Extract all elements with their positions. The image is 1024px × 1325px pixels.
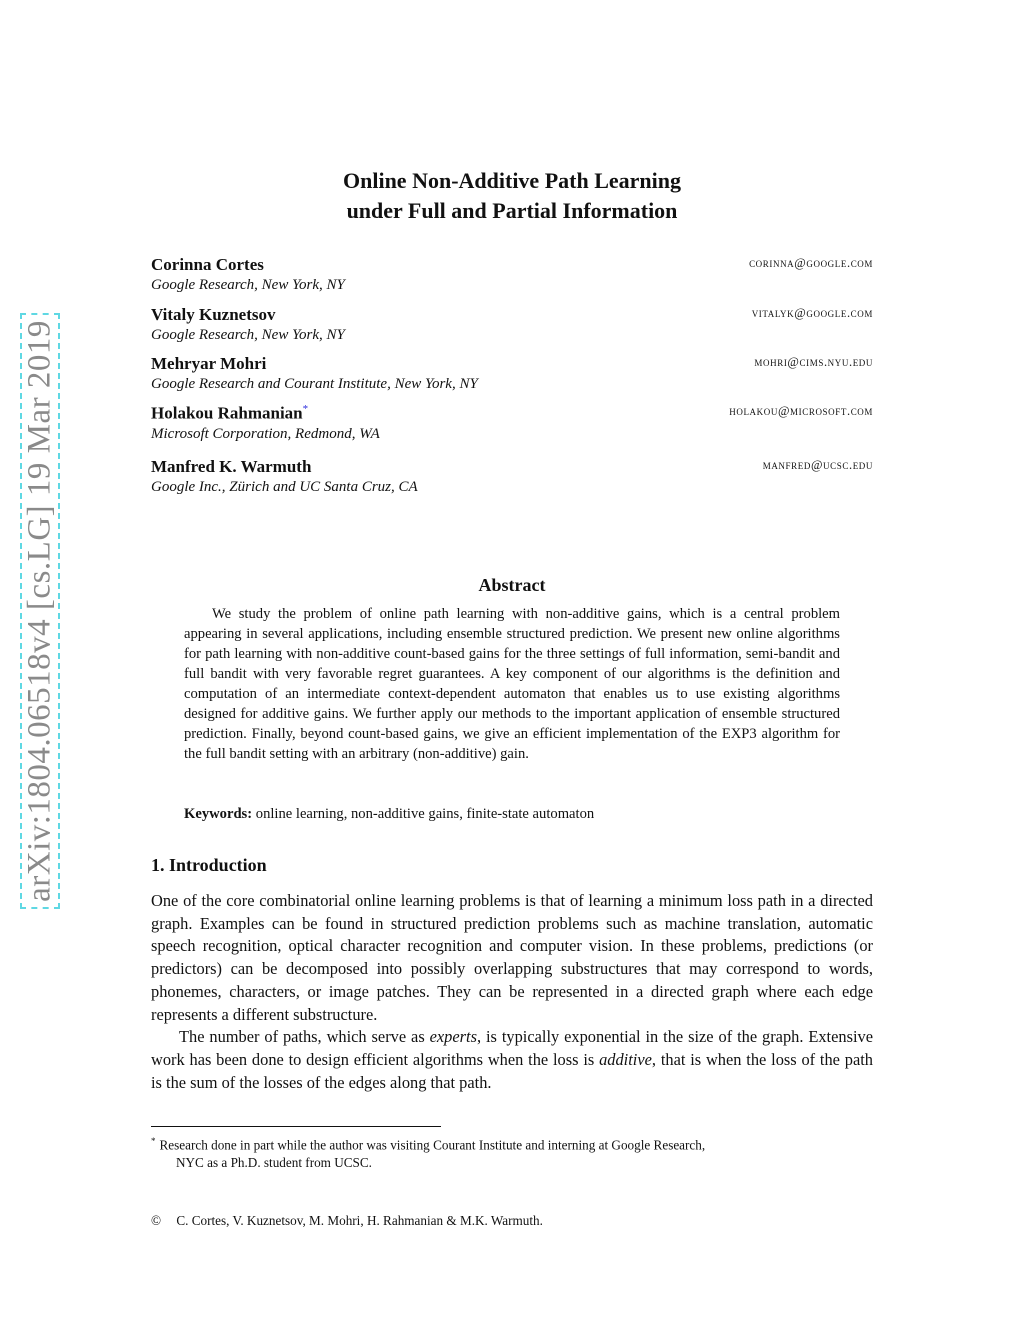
paper-title <box>150 166 874 226</box>
author-block <box>151 354 873 393</box>
introduction-body <box>151 890 873 1094</box>
author-affiliation: Google Research, New York, NY <box>151 327 345 343</box>
author-email: mohri@cims.nyu.edu <box>754 355 873 369</box>
copyright-symbol: © <box>151 1213 162 1228</box>
section-heading: 1. Introduction <box>151 855 267 875</box>
footnote-text: Research done in part while the author was visiting Courant Institute and interning at Google Research, <box>159 1137 706 1153</box>
author-affiliation: Google Research, New York, NY <box>151 277 345 293</box>
paper-title-line-2: under Full and Partial Information <box>346 198 678 223</box>
emphasis-text: experts <box>429 1027 477 1047</box>
author-name: Vitaly Kuznetsov <box>151 305 276 324</box>
keywords-label: Keywords: <box>184 806 253 822</box>
author-block <box>151 305 873 344</box>
author-block <box>151 255 873 294</box>
footnote-text-continued: NYC as a Ph.D. student from UCSC. <box>176 1155 372 1171</box>
copyright-text: C. Cortes, V. Kuznetsov, M. Mohri, H. Rahmanian & M.K. Warmuth. <box>176 1213 543 1228</box>
footnote <box>151 1132 873 1172</box>
footnote-mark: * <box>151 1136 156 1146</box>
arxiv-stamp-text: arXiv:1804.06518v4 [cs.LG] 19 Mar 2019 <box>21 320 58 902</box>
abstract-text: We study the problem of online path learning with non-additive gains, which is a central problem appearing in several applications, including ensemble structured prediction. We present new online algorithms for path learning with non-additive count-based gains for the three settings of full information, semi-bandit and full bandit with very favorable regret guarantees. A key component of our algorithms is the definition and computation of an intermediate context-dependent automaton that enables us to use existing algorithms designed for additive gains. We further apply our methods to the important application of ensemble structured prediction. Finally, beyond count-based gains, we give an efficient implementation of the EXP3 algorithm for the full bandit setting with an arbitrary (non-additive) gain. <box>184 606 840 762</box>
paragraph: One of the core combinatorial online learning problems is that of learning a minimum loss path in a directed graph. Examples can be found in structured prediction problems such as machine translation, automatic speech recognition, optical character recognition and computer vision. In these problems, predictions (or predictors) can be decomposed into possibly overlapping substructures that may correspond to words, phonemes, characters, or image patches. They can be represented in a directed graph where each edge represents a different substructure. <box>151 891 873 1024</box>
author-name: Mehryar Mohri <box>151 354 267 373</box>
author-email: holakou@microsoft.com <box>729 404 873 418</box>
footnote-mark-link[interactable]: * <box>302 403 309 415</box>
author-name: Corinna Cortes <box>151 255 264 274</box>
author-affiliation: Google Research and Courant Institute, New York, NY <box>151 376 478 392</box>
author-block <box>151 457 873 496</box>
paper-title-line-1: Online Non-Additive Path Learning <box>343 168 681 193</box>
paragraph-text: , that is when the loss of the path is the sum of the losses of the edges along that path. <box>151 1049 873 1092</box>
footnote-line <box>151 1132 873 1154</box>
author-name: Holakou Rahmanian <box>151 403 303 423</box>
keywords-text: online learning, non-additive gains, finite-state automaton <box>255 806 595 822</box>
author-email: vitalyk@google.com <box>751 306 873 320</box>
author-email: manfred@ucsc.edu <box>762 458 873 472</box>
paragraph-text: , is typically exponential in the size of the graph. Extensive work has been done to design efficient algorithms when the loss is <box>151 1027 873 1069</box>
emphasis-text: additive <box>599 1049 652 1069</box>
abstract-body <box>184 604 840 764</box>
arxiv-stamp <box>20 313 60 909</box>
paragraph-text: The number of paths, which serve as <box>179 1027 430 1047</box>
copyright-line <box>151 1213 543 1229</box>
abstract-heading: Abstract <box>478 575 546 595</box>
author-block <box>151 403 873 443</box>
keywords <box>184 806 840 823</box>
author-affiliation: Google Inc., Zürich and UC Santa Cruz, CA <box>151 479 418 495</box>
paragraph <box>151 1026 873 1094</box>
author-affiliation: Microsoft Corporation, Redmond, WA <box>151 425 380 442</box>
author-email: corinna@google.com <box>749 256 873 270</box>
footnote-divider <box>151 1126 441 1127</box>
author-name: Manfred K. Warmuth <box>151 457 312 476</box>
